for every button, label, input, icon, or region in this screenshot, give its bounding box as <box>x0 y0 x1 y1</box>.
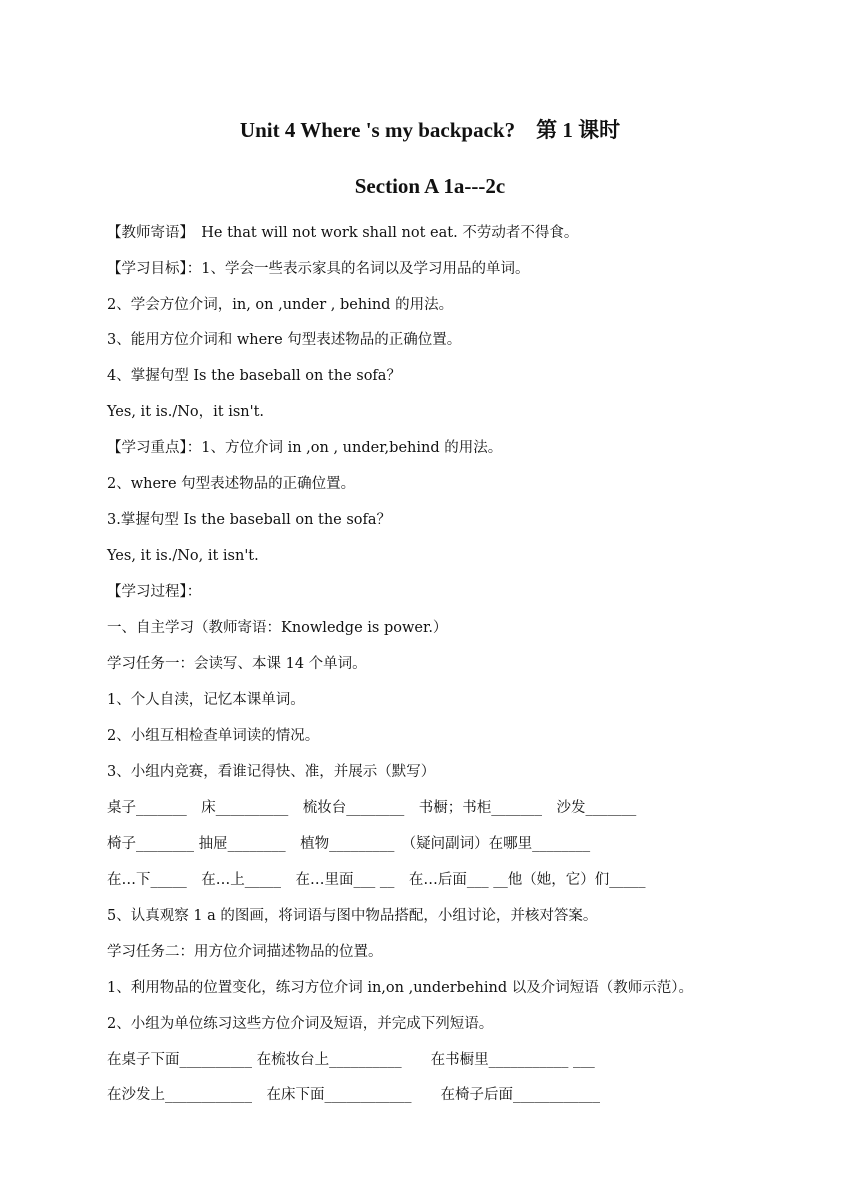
key-points-line-2: 2、where 句型表述物品的正确位置。 <box>107 476 356 492</box>
task-one-heading: 学习任务一：会读写、本课 14 个单词。 <box>107 656 367 672</box>
task-two-step-1: 1、利用物品的位置变化，练习方位介词 in,on ,underbehind 以及介词短语（教师示范）。 <box>107 980 693 996</box>
task-two-step-2: 2、小组为单位练习这些方位介词及短语，并完成下列短语。 <box>107 1016 494 1032</box>
task-one-step-5: 5、认真观察 1 a 的图画，将词语与图中物品搭配，小组讨论，并核对答案。 <box>107 908 598 924</box>
key-points-line-3: 3.掌握句型 Is the baseball on the sofa？ <box>107 512 392 528</box>
task-two-heading: 学习任务二：用方位介词描述物品的位置。 <box>107 944 383 960</box>
task-one-step-1: 1、个人自渎，记忆本课单词。 <box>107 692 305 708</box>
key-points-answer-line: Yes, it is./No, it isn't. <box>107 548 259 564</box>
vocab-blanks-row-2: 椅子________ 抽屉________ 植物_________ （疑问副词）在哪里________ <box>107 836 591 852</box>
document-subtitle: Section A 1a---2c <box>354 174 506 198</box>
task-one-step-2: 2、小组互相检查单词读的情况。 <box>107 728 320 744</box>
objectives-answer-line: Yes, it is./No，it isn't. <box>107 404 265 420</box>
objectives-line-4: 4、掌握句型 Is the baseball on the sofa？ <box>107 368 401 384</box>
vocab-blanks-row-3: 在…下_____ 在…上_____ 在…里面___ __ 在…后面___ __他（她，它）们_____ <box>107 872 646 888</box>
teacher-message-line: 【教师寄语】 He that will not work shall not eat. 不劳动者不得食。 <box>107 225 579 241</box>
phrase-blanks-row-1: 在桌子下面__________ 在梳妆台上__________ 在书橱里___________ ___ <box>107 1052 595 1068</box>
process-heading: 【学习过程】： <box>107 584 202 600</box>
objectives-line-1: 【学习目标】：1、学会一些表示家具的名词以及学习用品的单词。 <box>107 261 530 277</box>
objectives-line-2: 2、学会方位介词，in, on ,under , behind 的用法。 <box>107 297 454 313</box>
phrase-blanks-row-2: 在沙发上____________ 在床下面____________ 在椅子后面____________ <box>107 1087 600 1103</box>
task-one-step-3: 3、小组内竞赛，看谁记得快、准，并展示（默写） <box>107 764 436 780</box>
document-title: Unit 4 Where 's my backpack? 第 1 课时 <box>239 118 621 142</box>
objectives-line-3: 3、能用方位介词和 where 句型表述物品的正确位置。 <box>107 332 462 348</box>
key-points-line-1: 【学习重点】：1、方位介词 in ,on , under,behind 的用法。 <box>107 440 503 456</box>
self-study-heading: 一、自主学习（教师寄语：Knowledge is power.） <box>107 620 448 636</box>
vocab-blanks-row-1: 桌子_______ 床__________ 梳妆台________ 书橱；书柜_______ 沙发_______ <box>107 800 637 816</box>
